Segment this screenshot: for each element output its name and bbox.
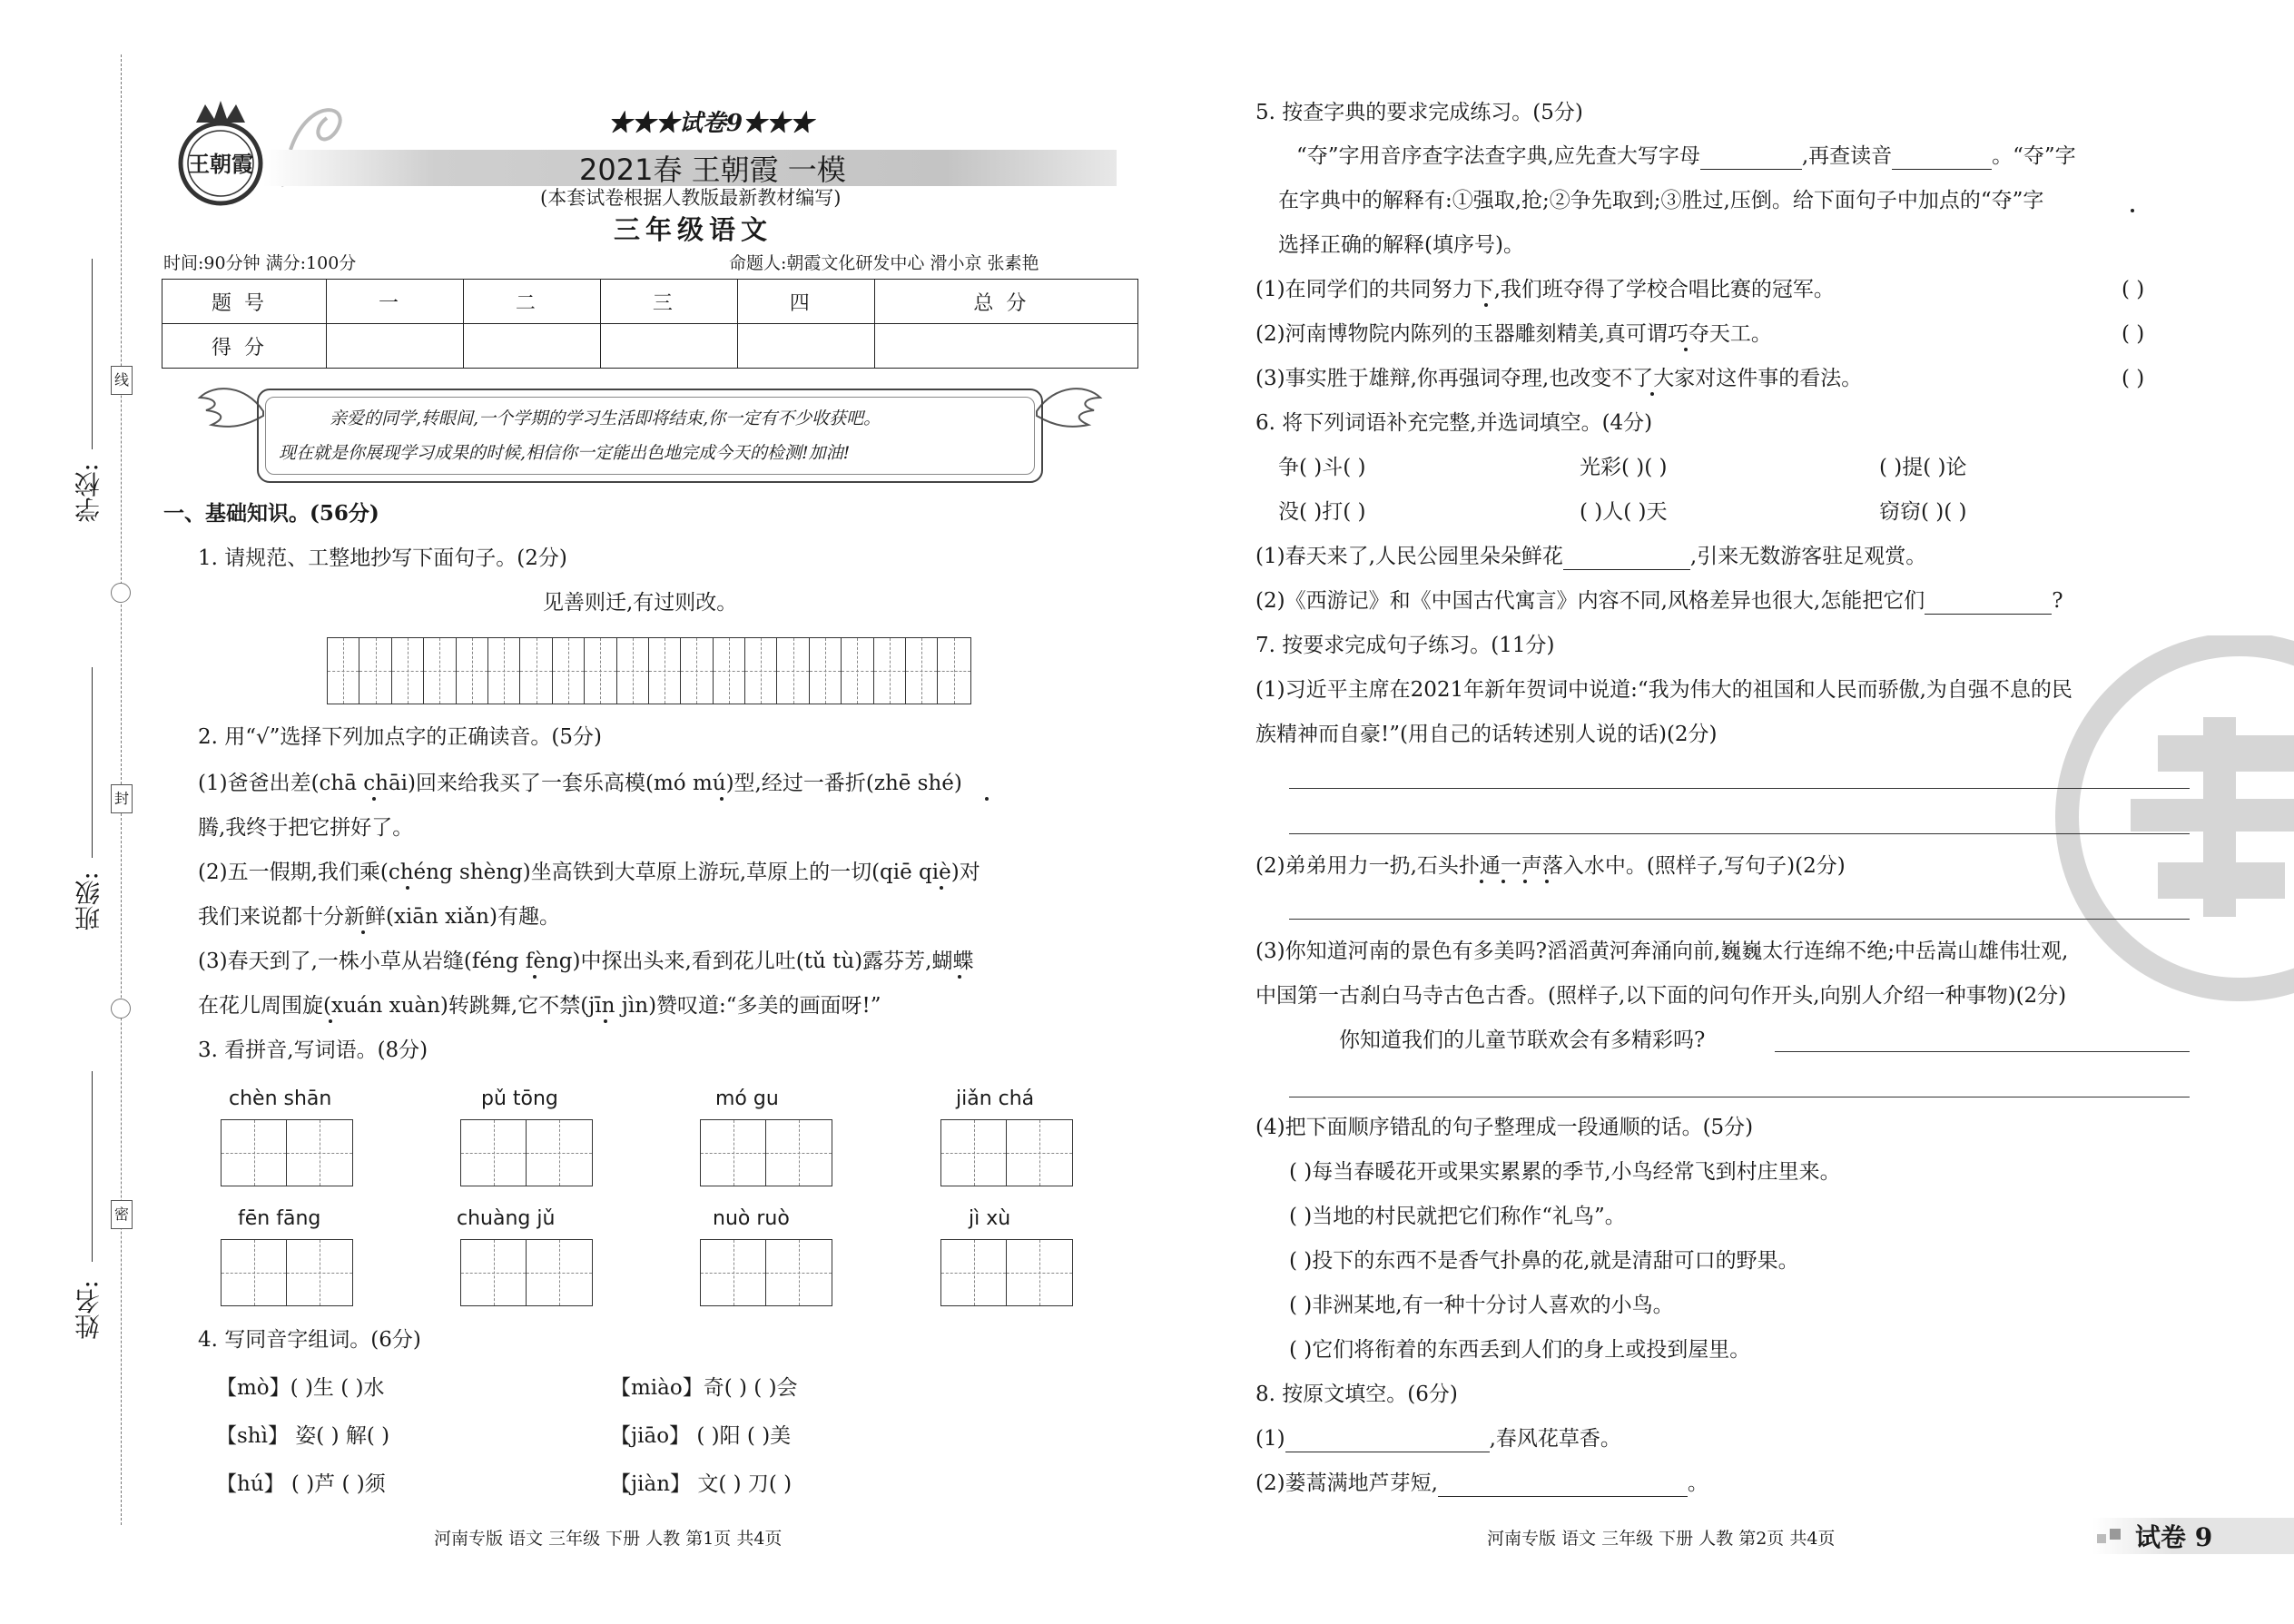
score-header-2: 二	[463, 280, 600, 324]
q1-writing-grid[interactable]	[327, 637, 971, 704]
q6-word: 光彩( )( )	[1580, 456, 1668, 479]
word-writing-grid[interactable]	[221, 1119, 353, 1186]
answer-line[interactable]	[1289, 919, 2190, 920]
q6-word: ( )人( )天	[1580, 500, 1668, 524]
q3-title: 3. 看拼音,写词语。(8分)	[198, 1038, 428, 1062]
q5-sentence: (3)事实胜于雄辩,你再强词夺理,也改变不了大家对这件事的看法。	[1255, 367, 1863, 390]
score-cell[interactable]	[600, 324, 737, 369]
pinyin-label: pǔ tōng	[481, 1088, 558, 1110]
section-1-title: 一、基础知识。(56分)	[163, 501, 379, 526]
emphasis-dot	[2131, 209, 2134, 212]
q8-title: 8. 按原文填空。(6分)	[1255, 1383, 1458, 1406]
answer-blank[interactable]	[1285, 1430, 1490, 1452]
binding-hole-icon	[111, 999, 131, 1019]
q7-text: 你知道我们的儿童节联欢会有多精彩吗?	[1339, 1029, 1706, 1052]
score-header-label: 题号	[162, 280, 327, 324]
q7-order-item: ( )每当春暖花开或果实累累的季节,小鸟经常飞到村庄里来。	[1289, 1160, 1841, 1184]
q7-order-item: ( )它们将衔着的东西丢到人们的身上或投到屋里。	[1289, 1338, 1751, 1362]
q8-line: (2)蒌蒿满地芦芽短, 。	[1255, 1471, 1708, 1495]
q2-title: 2. 用“√”选择下列加点字的正确读音。(5分)	[198, 725, 603, 749]
name-label: 姓名:	[74, 1280, 103, 1340]
paper-label: ★★★试卷9★★★	[608, 110, 814, 137]
score-table	[162, 279, 1138, 369]
word-writing-grid[interactable]	[221, 1239, 353, 1306]
q4-row: 【shì】 姿( ) 解( )	[216, 1424, 390, 1448]
pinyin-label: chuàng jǔ	[457, 1207, 556, 1230]
q6-sentence: (1)春天来了,人民公园里朵朵鲜花 ,引来无数游客驻足观赏。	[1255, 545, 1927, 568]
answer-paren[interactable]: ( )	[2122, 367, 2145, 390]
q7-text: (2)弟弟用力一扔,石头扑通一声落入水中。(照样子,写句子)(2分)	[1255, 854, 1846, 878]
brand-crown-logo-icon	[171, 95, 271, 213]
answer-paren[interactable]: ( )	[2122, 322, 2145, 346]
emphasis-dot	[1501, 880, 1505, 883]
emphasis-dot	[372, 797, 376, 801]
q2-line: 在花儿周围旋(xuán xuàn)转跳舞,它不禁(jīn jìn)赞叹道:“多美的画面呀!”	[198, 994, 881, 1018]
emphasis-dot	[985, 797, 989, 801]
emphasis-dot	[604, 1019, 607, 1023]
logo-text: 王朝霞	[188, 151, 253, 177]
q2-line: (3)春天到了,一株小草从岩缝(féng fèng)中探出头来,看到花儿吐(tǔ tù)露芬芳,蝴蝶	[198, 950, 974, 973]
q2-line: 我们来说都十分新鲜(xiān xiǎn)有趣。	[198, 905, 560, 929]
greeting-line-1: 亲爱的同学,转眼间,一个学期的学习生活即将结束,你一定有不少收获吧。	[330, 408, 881, 428]
answer-blank[interactable]	[1700, 147, 1802, 170]
q6-word: 窃窃( )( )	[1879, 500, 1967, 524]
answer-blank[interactable]	[1438, 1474, 1688, 1497]
q2-line: (1)爸爸出差(chā chāi)回来给我买了一套乐高模(mó mú)型,经过一番折(zhē shé)	[198, 772, 962, 795]
emphasis-dot	[1684, 348, 1688, 351]
q5-sentence: (1)在同学们的共同努力下,我们班夺得了学校合唱比赛的冠军。	[1255, 278, 1835, 301]
q7-text: (3)你知道河南的景色有多美吗?滔滔黄河奔涌向前,巍巍太行连绵不绝;中岳嵩山雄伟壮观,	[1255, 940, 2069, 963]
q2-line: 腾,我终于把它拼好了。	[198, 816, 414, 840]
emphasis-dot	[361, 930, 365, 934]
answer-line[interactable]	[1289, 833, 2190, 834]
emphasis-dot	[1484, 303, 1488, 307]
emphasis-dot	[720, 797, 724, 801]
exam-authors: 命题人:朝霞文化研发中心 滑小京 张素艳	[729, 253, 1039, 273]
class-blank[interactable]	[92, 667, 93, 858]
tab-deco-icon	[2110, 1529, 2121, 1540]
emphasis-dot	[406, 886, 409, 890]
word-writing-grid[interactable]	[940, 1239, 1073, 1306]
answer-blank[interactable]	[1925, 592, 2052, 615]
pinyin-label: mó gu	[715, 1088, 779, 1110]
score-header-3: 三	[600, 280, 737, 324]
q6-title: 6. 将下列词语补充完整,并选词填空。(4分)	[1255, 411, 1653, 435]
answer-blank[interactable]	[1563, 547, 1690, 570]
emphasis-dot	[1650, 392, 1654, 396]
score-header-1: 一	[327, 280, 464, 324]
pinyin-label: jì xù	[969, 1207, 1011, 1230]
emphasis-dot	[533, 975, 537, 979]
q7-order-item: ( )当地的村民就把它们称作“礼鸟”。	[1289, 1205, 1626, 1228]
pinyin-label: jiǎn chá	[956, 1088, 1035, 1110]
answer-line[interactable]	[1289, 788, 2190, 789]
word-writing-grid[interactable]	[940, 1119, 1073, 1186]
greeting-line-2: 现在就是你展现学习成果的时候,相信你一定能出色地完成今天的检测!加油!	[279, 443, 851, 463]
answer-line[interactable]	[1775, 1051, 2190, 1052]
q7-text: (4)把下面顺序错乱的句子整理成一段通顺的话。(5分)	[1255, 1116, 1754, 1139]
q7-text: 中国第一古刹白马寺古色古香。(照样子,以下面的问句作开头,向别人介绍一种事物)(2分)	[1255, 984, 2067, 1008]
word-writing-grid[interactable]	[700, 1239, 832, 1306]
q7-title: 7. 按要求完成句子练习。(11分)	[1255, 634, 1555, 657]
q7-text: (1)习近平主席在2021年新年贺词中说道:“我为伟大的祖国和人民而骄傲,为自强不息的民	[1255, 678, 2072, 702]
word-writing-grid[interactable]	[700, 1119, 832, 1186]
answer-blank[interactable]	[1892, 147, 1992, 170]
exam-title: 2021春 王朝霞 一模	[579, 153, 846, 187]
q4-row: 【jiàn】 文( ) 刀( )	[610, 1472, 793, 1496]
emphasis-dot	[1480, 880, 1483, 883]
exam-subtitle: (本套试卷根据人教版最新教材编写)	[540, 187, 842, 209]
tab-deco-icon	[2097, 1534, 2106, 1543]
q7-order-item: ( )非洲某地,有一种十分讨人喜欢的小鸟。	[1289, 1294, 1674, 1317]
q1-sentence: 见善则迁,有过则改。	[543, 591, 738, 615]
q5-title: 5. 按查字典的要求完成练习。(5分)	[1255, 101, 1583, 124]
q5-sentence: (2)河南博物院内陈列的玉器雕刻精美,真可谓巧夺天工。	[1255, 322, 1772, 346]
score-cell[interactable]	[874, 324, 1137, 369]
greeting-box	[257, 389, 1043, 483]
score-cell[interactable]	[463, 324, 600, 369]
q4-title: 4. 写同音字组词。(6分)	[198, 1328, 421, 1352]
score-header-total: 总分	[874, 280, 1137, 324]
score-cell[interactable]	[737, 324, 874, 369]
q7-text: 族精神而自豪!”(用自己的话转述别人说的话)(2分)	[1255, 723, 1718, 746]
q4-row: 【hú】 ( )芦 ( )须	[216, 1472, 386, 1496]
q6-word: 争( )斗( )	[1278, 456, 1366, 479]
score-header-4: 四	[737, 280, 874, 324]
q5-line: 在字典中的解释有:①强取,抢;②争先取到;③胜过,压倒。给下面句子中加点的“夺”字	[1278, 189, 2044, 212]
binding-mark-secret: 密	[111, 1200, 133, 1229]
score-cell[interactable]	[327, 324, 464, 369]
paper-tab-label: 试卷 9	[2135, 1522, 2213, 1552]
q5-line: “夺”字用音序查字法查字典,应先查大写字母 ,再查读音 。“夺”字	[1296, 144, 2076, 168]
answer-paren[interactable]: ( )	[2122, 278, 2145, 301]
wing-right-icon	[1032, 379, 1105, 438]
word-writing-grid[interactable]	[460, 1119, 593, 1186]
right-page-footer: 河南专版 语文 三年级 下册 人教 第2页 共4页	[1487, 1529, 1836, 1549]
emphasis-dot	[1523, 880, 1527, 883]
q1-title: 1. 请规范、工整地抄写下面句子。(2分)	[198, 546, 567, 570]
q2-line: (2)五一假期,我们乘(chéng shèng)坐高铁到大草原上游玩,草原上的一切(qiē qiè)对	[198, 861, 980, 884]
emphasis-dot	[1545, 880, 1549, 883]
left-page-footer: 河南专版 语文 三年级 下册 人教 第1页 共4页	[434, 1529, 783, 1549]
q5-line: 选择正确的解释(填序号)。	[1278, 233, 1524, 257]
name-blank[interactable]	[92, 1071, 93, 1262]
emphasis-dot	[940, 886, 943, 890]
q6-word: ( )提( )论	[1879, 456, 1967, 479]
emphasis-dot	[958, 975, 961, 979]
q4-row: 【miào】奇( ) ( )会	[610, 1376, 798, 1400]
school-blank[interactable]	[92, 259, 93, 449]
binding-hole-icon	[111, 583, 131, 603]
pinyin-label: nuò ruò	[713, 1207, 790, 1230]
q4-row: 【mò】( )生 ( )水	[216, 1376, 385, 1400]
exam-time-info: 时间:90分钟 满分:100分	[163, 253, 357, 273]
q7-order-item: ( )投下的东西不是香气扑鼻的花,就是清甜可口的野果。	[1289, 1249, 1799, 1273]
score-row-label: 得分	[162, 324, 327, 369]
emphasis-dot	[329, 1019, 332, 1023]
class-label: 班级:	[74, 871, 103, 931]
pinyin-label: fēn fāng	[238, 1207, 321, 1230]
school-label: 学校:	[74, 463, 103, 523]
pinyin-label: chèn shān	[229, 1088, 332, 1110]
word-writing-grid[interactable]	[460, 1239, 593, 1306]
q4-row: 【jiāo】 ( )阳 ( )美	[610, 1424, 792, 1448]
subject-title: 三年级语文	[614, 214, 773, 245]
q6-sentence: (2)《西游记》和《中国古代寓言》内容不同,风格差异也很大,怎能把它们 ?	[1255, 589, 2063, 613]
binding-mark-line: 线	[111, 366, 133, 395]
binding-mark-seal: 封	[111, 784, 133, 813]
q8-line: (1) ,春风花草香。	[1255, 1427, 1621, 1451]
q6-word: 没( )打( )	[1278, 500, 1366, 524]
